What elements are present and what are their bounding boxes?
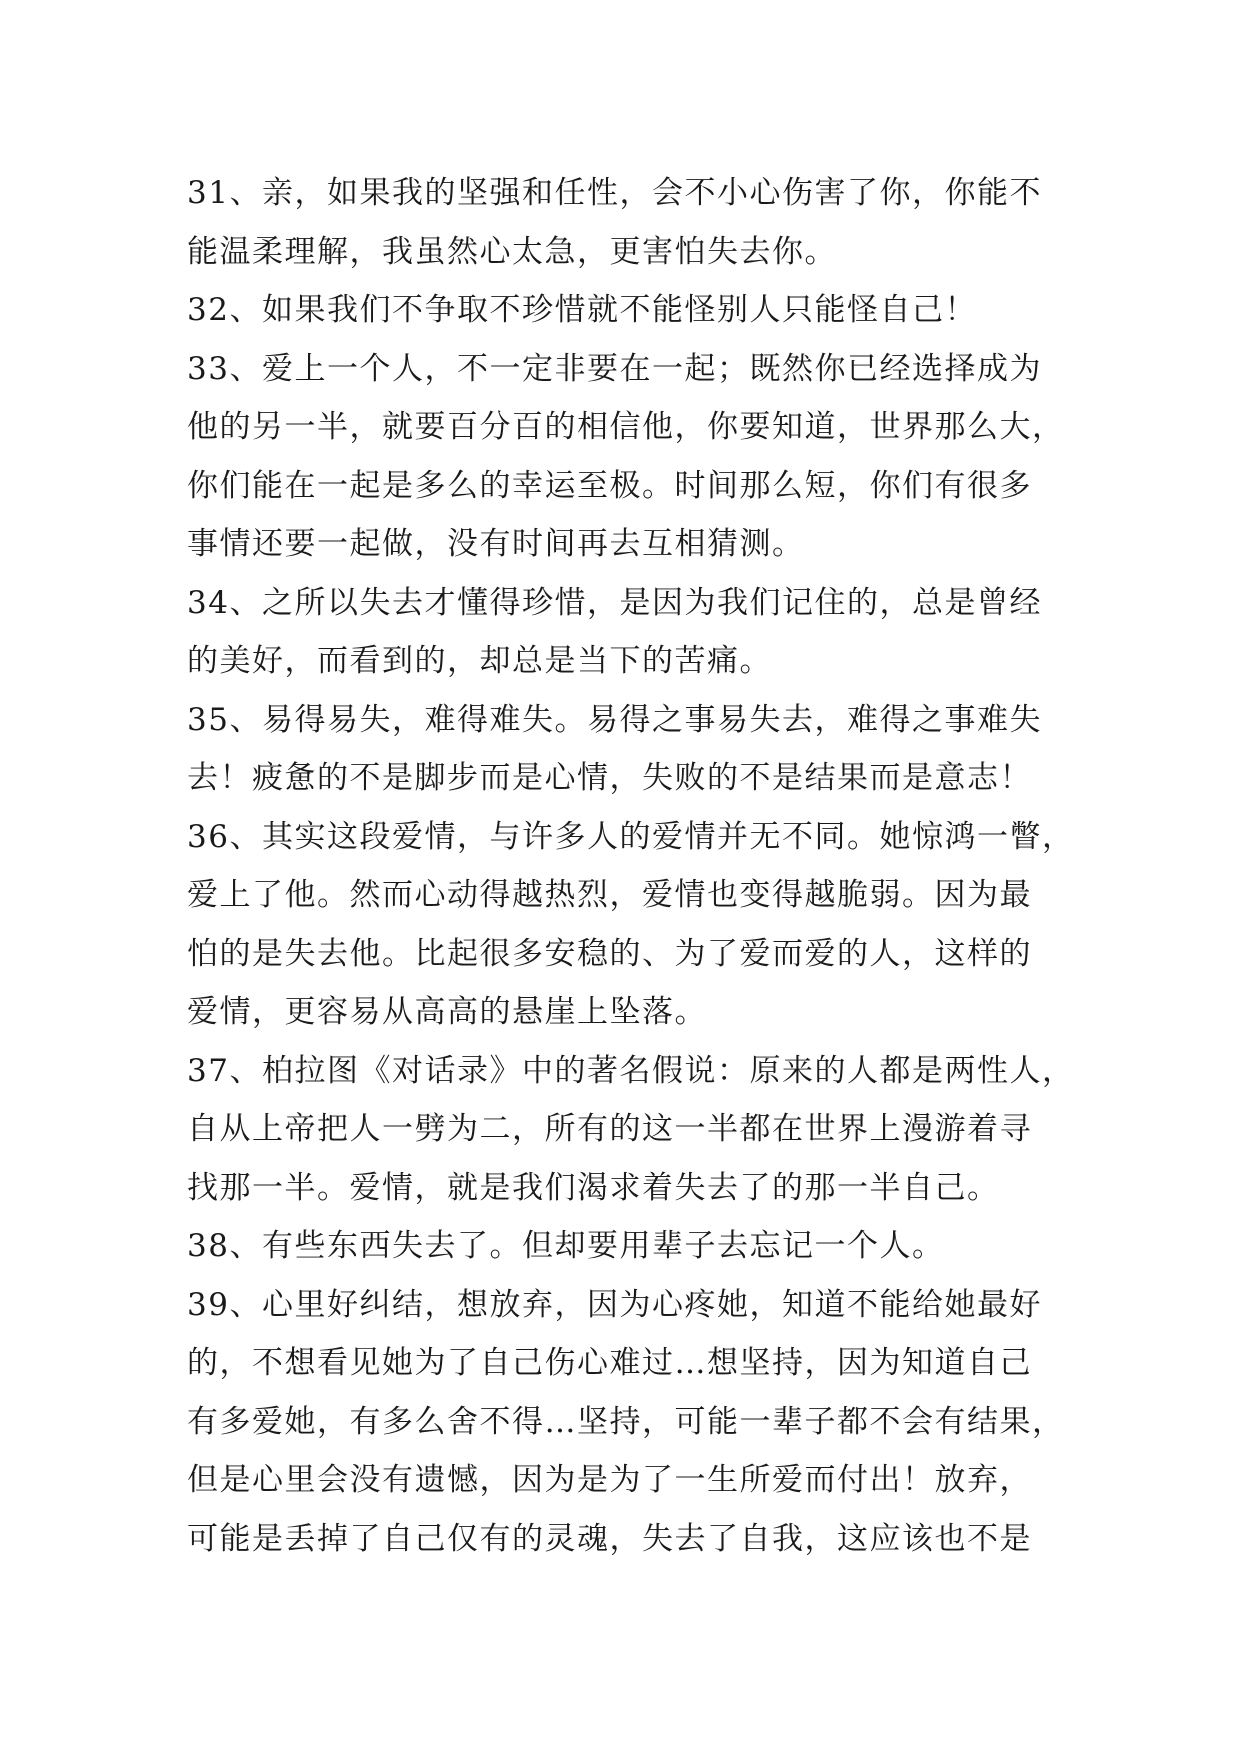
text-line: 38、有些东西失去了。但却要用辈子去忘记一个人。	[187, 1228, 945, 1264]
text-line: 去！疲惫的不是脚步而是心情，失败的不是结果而是意志！	[187, 760, 1032, 796]
text-line: 34、之所以失去才懂得珍惜，是因为我们记住的，总是曾经	[187, 584, 1042, 621]
text-line: 找那一半。爱情，就是我们渴求着失去了的那一半自己。	[187, 1169, 1000, 1206]
text-line: 有多爱她，有多么舍不得…坚持，可能一辈子都不会有结果，	[187, 1403, 1065, 1440]
text-line: 的美好，而看到的，却总是当下的苦痛。	[187, 643, 772, 679]
text-line: 32、如果我们不争取不珍惜就不能怪别人只能怪自己！	[187, 292, 977, 328]
text-line: 但是心里会没有遗憾，因为是为了一生所爱而付出！放弃，	[187, 1462, 1032, 1498]
text-line: 33、爱上一个人，不一定非要在一起；既然你已经选择成为	[187, 350, 1042, 387]
text-line: 的，不想看见她为了自己伤心难过…想坚持，因为知道自己	[187, 1345, 1032, 1381]
text-line: 37、柏拉图《对话录》中的著名假说：原来的人都是两性人，	[187, 1052, 1075, 1089]
text-line: 你们能在一起是多么的幸运至极。时间那么短，你们有很多	[187, 467, 1032, 504]
text-line: 自从上帝把人一劈为二，所有的这一半都在世界上漫游着寻	[187, 1111, 1032, 1147]
text-line: 39、心里好纠结，想放弃，因为心疼她，知道不能给她最好	[187, 1286, 1042, 1323]
text-line: 怕的是失去他。比起很多安稳的、为了爱而爱的人，这样的	[187, 935, 1032, 972]
text-line: 爱上了他。然而心动得越热烈，爱情也变得越脆弱。因为最	[187, 877, 1032, 913]
text-line: 爱情，更容易从高高的悬崖上坠落。	[187, 994, 707, 1030]
text-line: 他的另一半，就要百分百的相信他，你要知道，世界那么大，	[187, 409, 1065, 445]
text-line: 事情还要一起做，没有时间再去互相猜测。	[187, 526, 805, 562]
text-line: 36、其实这段爱情，与许多人的爱情并无不同。她惊鸿一瞥，	[187, 818, 1075, 855]
text-line: 31、亲，如果我的坚强和任性，会不小心伤害了你，你能不	[187, 175, 1042, 211]
text-line: 可能是丢掉了自己仅有的灵魂，失去了自我，这应该也不是	[187, 1520, 1032, 1557]
text-line: 能温柔理解，我虽然心太急，更害怕失去你。	[187, 233, 837, 270]
text-line: 35、易得易失，难得难失。易得之事易失去，难得之事难失	[187, 701, 1042, 738]
document-body	[187, 164, 1075, 1568]
